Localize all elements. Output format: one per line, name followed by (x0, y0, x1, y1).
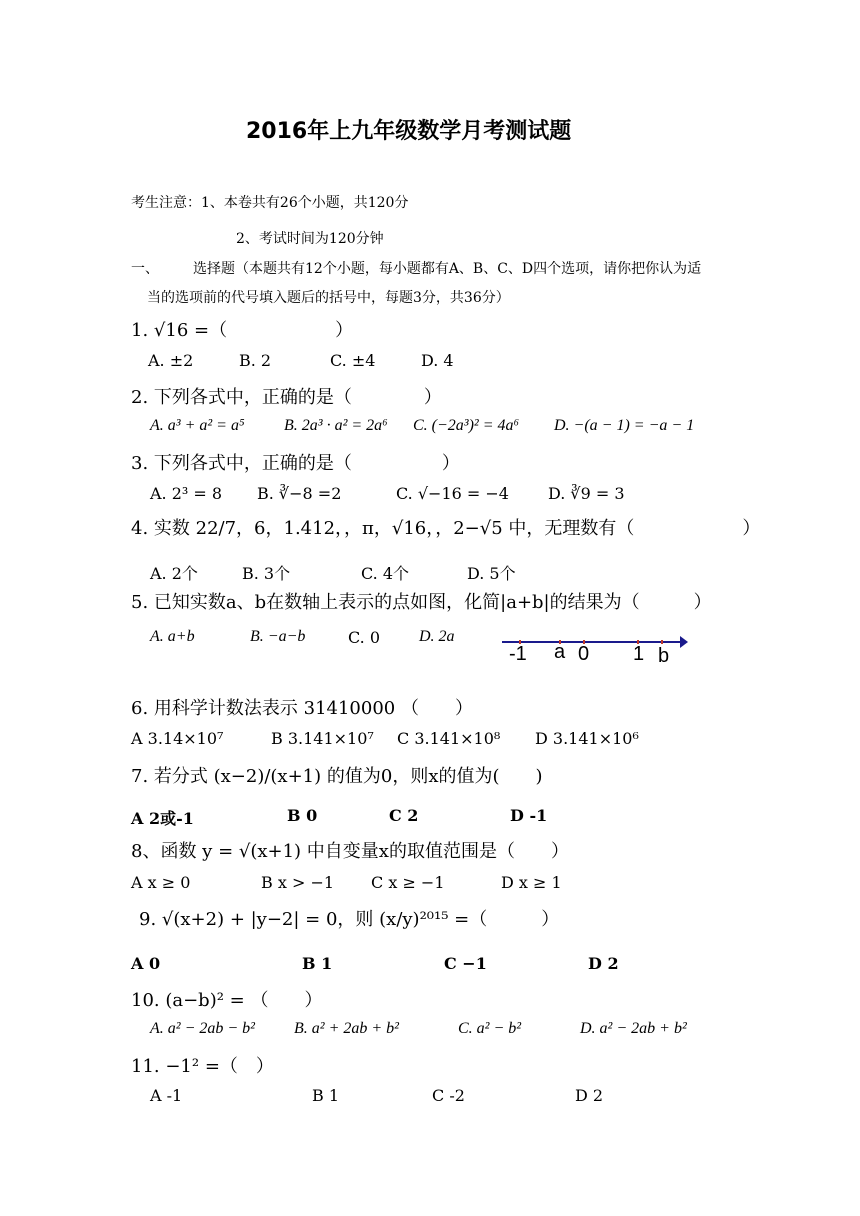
question-5-option-d: D. 2a (419, 628, 455, 645)
question-3-stem: 3. 下列各式中，正确的是（ ） (131, 453, 460, 474)
section-instructions-line2: 当的选项前的代号填入题后的括号中，每题3分，共36分） (147, 290, 510, 306)
question-7-stem: 7. 若分式 (x−2)/(x+1) 的值为0，则x的值为( ) (131, 766, 543, 787)
number-line-label-zero: 0 (578, 643, 590, 665)
question-5-stem: 5. 已知实数a、b在数轴上表示的点如图，化简|a+b|的结果为（ ） (131, 592, 712, 613)
question-1-stem: 1. √16 =（ ） (131, 320, 354, 341)
question-10-option-b: B. a² + 2ab + b² (294, 1020, 399, 1037)
page-title: 2016年上九年级数学月考测试题 (246, 119, 572, 144)
question-2-option-b: B. 2a³ · a² = 2a⁶ (284, 417, 388, 434)
question-8-option-c: C x ≥ −1 (371, 873, 445, 892)
exam-note-2: 2、考试时间为120分钟 (236, 231, 384, 247)
question-3-option-a: A. 2³ = 8 (150, 484, 223, 503)
question-9-option-a: A 0 (131, 954, 161, 973)
question-2-option-a: A. a³ + a² = a⁵ (150, 417, 245, 434)
question-2-stem: 2. 下列各式中，正确的是（ ） (131, 387, 442, 408)
question-6-option-d: D 3.141×10⁶ (535, 729, 639, 748)
question-6-option-c: C 3.141×10⁸ (397, 729, 501, 748)
question-11-option-d: D 2 (575, 1086, 604, 1105)
question-6-option-b: B 3.141×10⁷ (271, 729, 374, 748)
question-2-option-c: C. (−2a³)² = 4a⁶ (413, 417, 520, 434)
question-3-option-b: B. ∛−8 =2 (257, 484, 342, 503)
question-6-stem: 6. 用科学计数法表示 31410000 （ ） (131, 698, 473, 719)
question-7-option-c: C 2 (389, 806, 419, 825)
number-line-arrow-icon (680, 636, 688, 648)
question-9-option-c: C −1 (444, 954, 487, 973)
question-1-option-b: B. 2 (239, 351, 272, 370)
exam-note-1: 考生注意：1、本卷共有26个小题，共120分 (131, 195, 409, 211)
section-instructions-line1: 选择题（本题共有12个小题，每小题都有A、B、C、D四个选项，请你把你认为适 (193, 261, 702, 277)
question-3-option-d: D. ∛9 = 3 (548, 484, 625, 503)
question-4-option-a: A. 2个 (150, 564, 198, 583)
question-1-option-a: A. ±2 (148, 351, 194, 370)
question-3-option-c: C. √−16 = −4 (396, 484, 509, 503)
question-1-option-d: D. 4 (421, 351, 454, 370)
question-4-option-d: D. 5个 (467, 564, 516, 583)
question-9-option-b: B 1 (302, 954, 333, 973)
question-7-option-a: A 2或-1 (131, 809, 194, 828)
question-8-option-b: B x > −1 (261, 873, 335, 892)
question-4-option-c: C. 4个 (361, 564, 410, 583)
question-11-option-b: B 1 (312, 1086, 340, 1105)
question-10-option-d: D. a² − 2ab + b² (580, 1020, 687, 1037)
question-4-stem: 4. 实数 22/7，6，1.412，，π，√16，，2−√5 中，无理数有（ ） (131, 518, 761, 539)
question-11-option-c: C -2 (432, 1086, 465, 1105)
question-9-option-d: D 2 (588, 954, 619, 973)
number-line-label-minus-one: -1 (509, 643, 527, 665)
question-10-stem: 10. (a−b)² = （ ） (131, 990, 323, 1011)
number-line-label-one: 1 (633, 643, 645, 665)
question-8-option-a: A x ≥ 0 (131, 873, 191, 892)
question-11-stem: 11. −1² =（ ） (131, 1056, 274, 1077)
question-11-option-a: A -1 (150, 1086, 183, 1105)
question-10-option-a: A. a² − 2ab − b² (150, 1020, 255, 1037)
question-4-option-b: B. 3个 (242, 564, 291, 583)
question-9-stem: 9. √(x+2) + |y−2| = 0，则 (x/y)²⁰¹⁵ =（ ） (139, 909, 560, 930)
number-line-label-a: a (554, 641, 566, 663)
section-number: 一、 (131, 261, 159, 277)
question-5-option-a: A. a+b (150, 628, 195, 645)
question-10-option-c: C. a² − b² (458, 1020, 522, 1037)
number-line-label-b: b (658, 645, 670, 667)
question-8-stem: 8、函数 y = √(x+1) 中自变量x的取值范围是（ ） (131, 841, 569, 862)
question-2-option-d: D. −(a − 1) = −a − 1 (554, 417, 695, 434)
question-5-option-c: C. 0 (348, 628, 381, 647)
question-7-option-d: D -1 (510, 806, 548, 825)
question-5-option-b: B. −a−b (250, 628, 306, 645)
question-6-option-a: A 3.14×10⁷ (131, 729, 224, 748)
question-1-option-c: C. ±4 (330, 351, 376, 370)
question-7-option-b: B 0 (287, 806, 318, 825)
question-8-option-d: D x ≥ 1 (501, 873, 562, 892)
